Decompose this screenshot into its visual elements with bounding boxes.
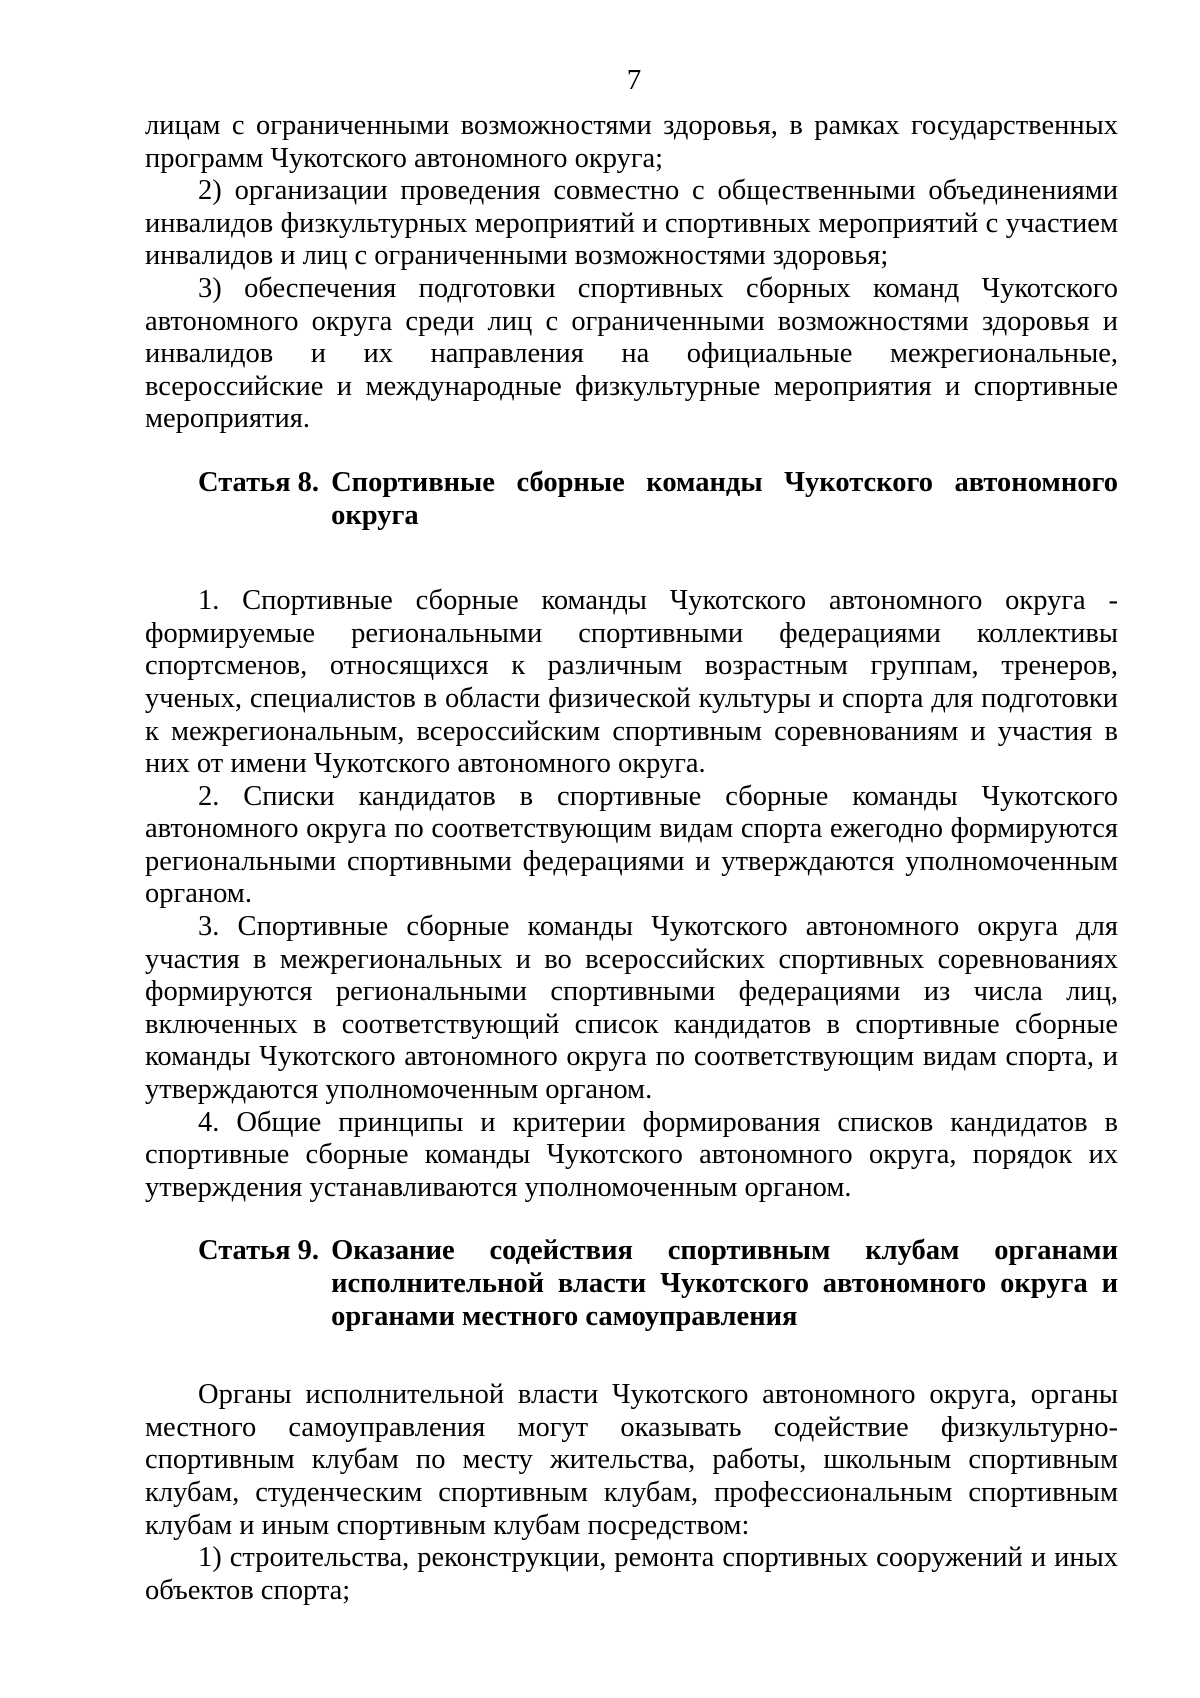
- article-9-heading: [198, 1235, 1118, 1333]
- intro-paragraph-2: 2) организации проведения совместно с общественными объединениями инвалидов физкультурных мероприятий и спортивных мероприятий с участием инвалидов и лиц с ограниченными возможностями здоровья;: [145, 175, 1118, 272]
- article-9-number: Статья 9.: [198, 1235, 320, 1267]
- document-body: [145, 110, 1118, 1607]
- intro-paragraph-1: лицам с ограниченными возможностями здоровья, в рамках государственных программ Чукотского автономного округа;: [145, 110, 1118, 174]
- article-8-heading: [198, 467, 1118, 532]
- article-8-title: Спортивные сборные команды Чукотского автономного округа: [331, 466, 1118, 531]
- article-8-paragraph-1: 1. Спортивные сборные команды Чукотского автономного округа - формируемые региональными спортивными федерациями коллективы спортсменов, относящихся к различным возрастным группам, тренеров, ученых, специалистов в области физической культуры и спорта для подготовки к межрегиональным, всероссийским спортивным соревнованиям и участия в них от имени Чукотского автономного округа.: [145, 585, 1118, 780]
- article-9-paragraph-2: 1) строительства, реконструкции, ремонта спортивных сооружений и иных объектов спорта;: [145, 1542, 1118, 1606]
- intro-paragraph-3: 3) обеспечения подготовки спортивных сборных команд Чукотского автономного округа среди лиц с ограниченными возможностями здоровья и инвалидов и их направления на официальные межрегиональные, всероссийские и международные физкультурные мероприятия и спортивные мероприятия.: [145, 272, 1118, 435]
- article-9-title: Оказание содействия спортивным клубам органами исполнительной власти Чукотского автономного округа и органами местного самоуправления: [331, 1235, 1118, 1332]
- article-8-paragraph-4: 4. Общие принципы и критерии формирования списков кандидатов в спортивные сборные команды Чукотского автономного округа, порядок их утверждения устанавливаются уполномоченным органом.: [145, 1106, 1118, 1203]
- article-8-number: Статья 8.: [198, 466, 320, 498]
- article-9-paragraph-1: Органы исполнительной власти Чукотского автономного округа, органы местного самоуправления могут оказывать содействие физкультурно-спортивным клубам по месту жительства, работы, школьным спортивным клубам, студенческим спортивным клубам, профессиональным спортивным клубам и иным спортивным клубам посредством:: [145, 1379, 1118, 1541]
- article-8-paragraph-3: 3. Спортивные сборные команды Чукотского автономного округа для участия в межрегиональных и во всероссийских спортивных соревнованиях формируются региональными спортивными федерациями из числа лиц, включенных в соответствующий список кандидатов в спортивные сборные команды Чукотского автономного округа по соответствующим видам спорта, и утверждаются уполномоченным органом.: [145, 911, 1118, 1106]
- page-number: 7: [626, 64, 642, 96]
- article-8-paragraph-2: 2. Списки кандидатов в спортивные сборные команды Чукотского автономного округа по соответствующим видам спорта ежегодно формируются региональными спортивными федерациями и утверждаются уполномоченным органом.: [145, 780, 1118, 910]
